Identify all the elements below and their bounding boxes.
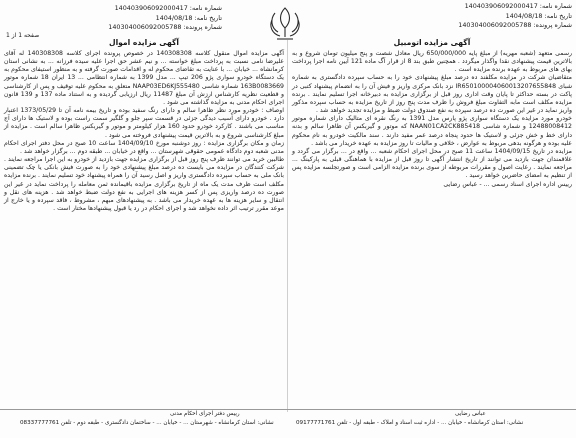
notice-paragraph: مزایده در تاریخ 1404/09/15 ساعت 11 صبح در محل اجرای احکام شعبه ... واقع در ... برگزار می گردد و علاقمندان جهت بازدید می توانند از تاریخ انتشار آگهی تا روز قبل از مزایده با هماهنگی قبلی به پارکینگ ... مراجعه نمایند . رعایت اصول و مقررات مربوطه از سوی برنده مزایده الزامی است و صورتجلسه مزایده پس از تنظیم به امضای حاضرین خواهد رسید . (292, 147, 572, 180)
notice-paragraph: آگهی مزایده اموال منقول کلاسه 140308308 در خصوص پرونده اجرای کلاسه 140308308 له آقای علیرضا نامی نسبت به پرداخت مبلغ خواسته ... و نیم عشر حق اجرا علیه سیده فرزانه ... به نشانی استان کرمانشاه ... خیابان ... با عنایت به تقاضای محکوم له و اقدامات صورت گرفته و به منظور استیفای محکوم به یک دستگاه خودرو سواری پژو 206 تیپ ... مدل 1399 به شماره انتظامی ... 13 ایران 18 شماره موتور 163B0083669 شماره شاسی NAAP03ED6KJ555480 متعلق به محکوم علیه توقیف و پس از کارشناسی و قطعیت نظریه کارشناس ارزش آن مبلغ 11487 ریال ارزیابی گردیده و به استناد ماده 137 و 139 قانون اجرای احکام مدنی به مزایده گذاشته می شود . (4, 50, 285, 106)
notice-paragraph: خودرو مورد مزایده یک دستگاه سواری پژو پارس مدل 1391 به رنگ نقره ای متالیک دارای شماره موتور 12488008412 و شماره شاسی NAAN01CA2CK885418 که موتور و گیربکس آن ظاهرا سالم و بدنه دارای خط و خش جزئی و لاستیک ها حدود پنجاه درصد عمر مفید دارند . سند مالکیت خودرو به نام محکوم علیه بوده و هرگونه بدهی مربوط به عوارض ، خلافی و مالیات تا روز مزایده به عهده خریدار می باشد . (292, 115, 572, 147)
meta-line: شماره پرونده: 140304006092005788 (458, 21, 572, 29)
notice-paragraph: رسمی متعهد (شعبه مهریه) از مبلغ پایه 650/000/000 ریال معادل شصت و پنج میلیون تومان شروع و به بالاترین قیمت پیشنهادی نقدا واگذار میگردد . همچنین طبق بند 8 از قرار آگ ماده 121 آیین نامه اجرا پرداخت بهای هاى مربوط به عهده برنده مزایده است . (292, 50, 572, 74)
footer-name-left: رییس دفتر اجرای احکام مدنی (170, 411, 240, 417)
meta-line: تاریخ نامه: 1404/08/18 (155, 13, 222, 22)
footer-address-left: نشانی: استان کرمانشاه - شهرستان ... - خیابان ... - ساختمان دادگستری - طبقه دوم - تلفن 08337777761 (20, 420, 274, 426)
notice-title: آگهی مزایده اموال (108, 38, 179, 47)
document-footer (0, 409, 576, 438)
notice-paragraph: طالبین خرید می توانند ظرف پنج روز قبل از برگزاری مزایده جهت بازدید از خودرو به این اجرا مراجعه نمایند . شرکت کنندگان در مزایده می بایست ده درصد مبلغ پیشنهادی خود را به صورت فیش بانکی یا چک تضمینی بانک ملی به حساب سپرده دادگستری واریز و اصل رسید آن را همراه پیشنهاد خود تسلیم نمایند . برنده مزایده مکلف است ظرف مدت یک ماه از تاریخ برگزاری مزایده باقیمانده ثمن معامله را پرداخت نماید در غیر این صورت ده درصد واریزی پس از کسر هزینه های اجرایی به نفع دولت ضبط خواهد شد . هزینه های نقل و انتقال و سایر هزینه ها به عهده خریدار می باشد . به پیشنهادهای مبهم ، مشروط ، فاقد سپرده و یا خارج از موعد مقرر ترتیب اثر داده نخواهد شد و اجرای احکام در رد یا قبول پیشنهادها مختار است . (4, 156, 284, 212)
header-meta-right (442, 2, 572, 31)
footer-address-right: نشانی: استان کرمانشاه - خیابان ... - اداره ثبت اسناد و املاک - طبقه اول - تلفن 09177771761 (296, 420, 524, 426)
notice-signature: رییس اداره اجرای اسناد رسمی ... - عباس رضایی (443, 180, 572, 188)
meta-line: تاریخ نامه: 1404/08/18 (505, 11, 572, 20)
meta-line: شماره پرونده: 140304006092005788 (108, 23, 222, 31)
header-meta-left (92, 4, 222, 33)
column-divider (287, 40, 288, 412)
footer-name-right: عباس رضایی (455, 411, 486, 417)
notice-paragraph: اوصاف : خودرو مورد نظر ظاهرا سالم و دارای رنگ سفید بوده و تاریخ بیمه نامه آن تا 1373/05/29 اعتبار دارد . خودرو دارای آسیب دیدگی جزئی در قسمت سپر جلو و گلگیر سمت راست بوده و لاستیک ها دارای آج مناسب می باشند . کارکرد خودرو حدود 160 هزار کیلومتر و موتور و گیربکس ظاهرا سالم است . مزایده از مبلغ کارشناسی شروع و به بالاترین قیمت پیشنهادی فروخته می شود . (4, 107, 284, 139)
notice-title: آگهی مزایده اتومبیل (393, 38, 471, 47)
auction-notice-right (292, 38, 572, 189)
notice-paragraph: زمان و مکان برگزاری مزایده : روز دوشنبه مورخ 1404/09/10 ساعت 10 صبح در محل دفتر اجرای احکام مدنی شعبه دوم دادگاه عمومی حقوقی شهرستان ... واقع در خیابان ... طبقه دوم ... برگزار خواهد شد . (4, 139, 284, 155)
notice-paragraph: متقاضیان شرکت در مزایده مکلفند ده درصد مبلغ پیشنهادی خود را به حساب سپرده دادگستری به شماره شبای IR650100004060013207655848 نزد بانک مرکزی واریز و فیش آن را به انضمام پیشنهاد کتبی در پاکت در بسته حداکثر تا پایان وقت اداری روز قبل از برگزاری مزایده به دبیرخانه اجرا تسلیم نمایند . برنده مزایده مکلف است مابه التفاوت مبلغ فروش را ظرف مدت پنج روز از تاریخ مزایده به حساب سپرده مذکور واریز نماید در غیر این صورت ده درصد سپرده به نفع صندوق دولت ضبط و مزایده تجدید خواهد شد . (292, 74, 573, 115)
meta-line: شماره نامه: 140403906092000417 (464, 2, 572, 10)
page-number: صفحه 1 از 1 (6, 32, 40, 39)
auction-notice-left (4, 38, 284, 213)
meta-line: شماره نامه: 140403906092000417 (114, 4, 222, 12)
